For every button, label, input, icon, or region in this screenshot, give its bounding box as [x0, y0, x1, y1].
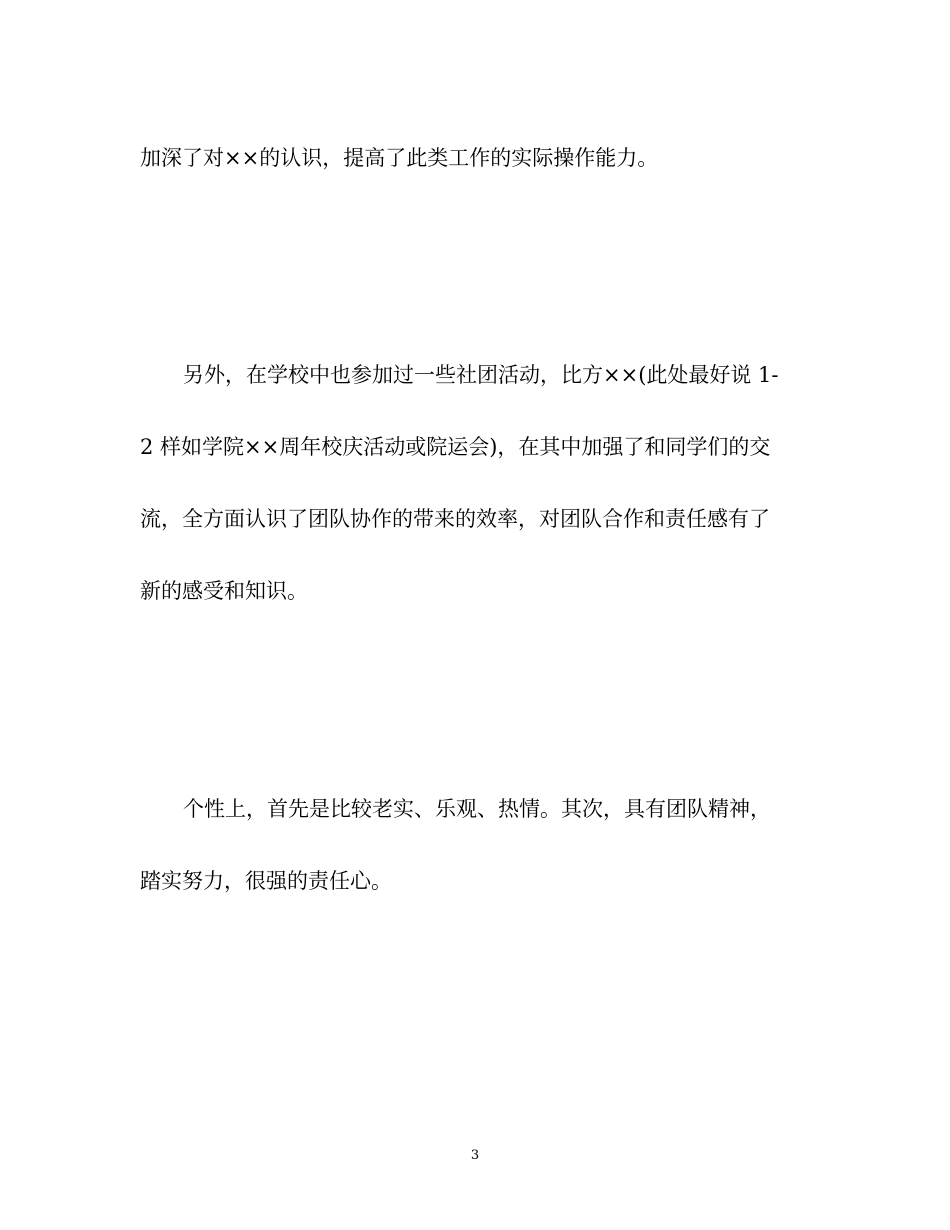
paragraph-line: 流，全方面认识了团队协作的带来的效率，对团队合作和责任感有了 [140, 507, 770, 531]
page-number: 3 [470, 1148, 480, 1163]
paragraph-line: 加深了对××的认识，提高了此类工作的实际操作能力。 [140, 146, 659, 170]
paragraph-line: 新的感受和知识。 [140, 579, 308, 603]
paragraph-line: 2 样如学院××周年校庆活动或院运会)，在其中加强了和同学们的交 [140, 435, 771, 459]
paragraph-line: 另外，在学校中也参加过一些社团活动，比方××(此处最好说 1- [183, 363, 779, 387]
paragraph-line: 个性上，首先是比较老实、乐观、热情。其次，具有团队精神， [183, 797, 771, 821]
paragraph-line: 踏实努力，很强的责任心。 [140, 869, 392, 893]
